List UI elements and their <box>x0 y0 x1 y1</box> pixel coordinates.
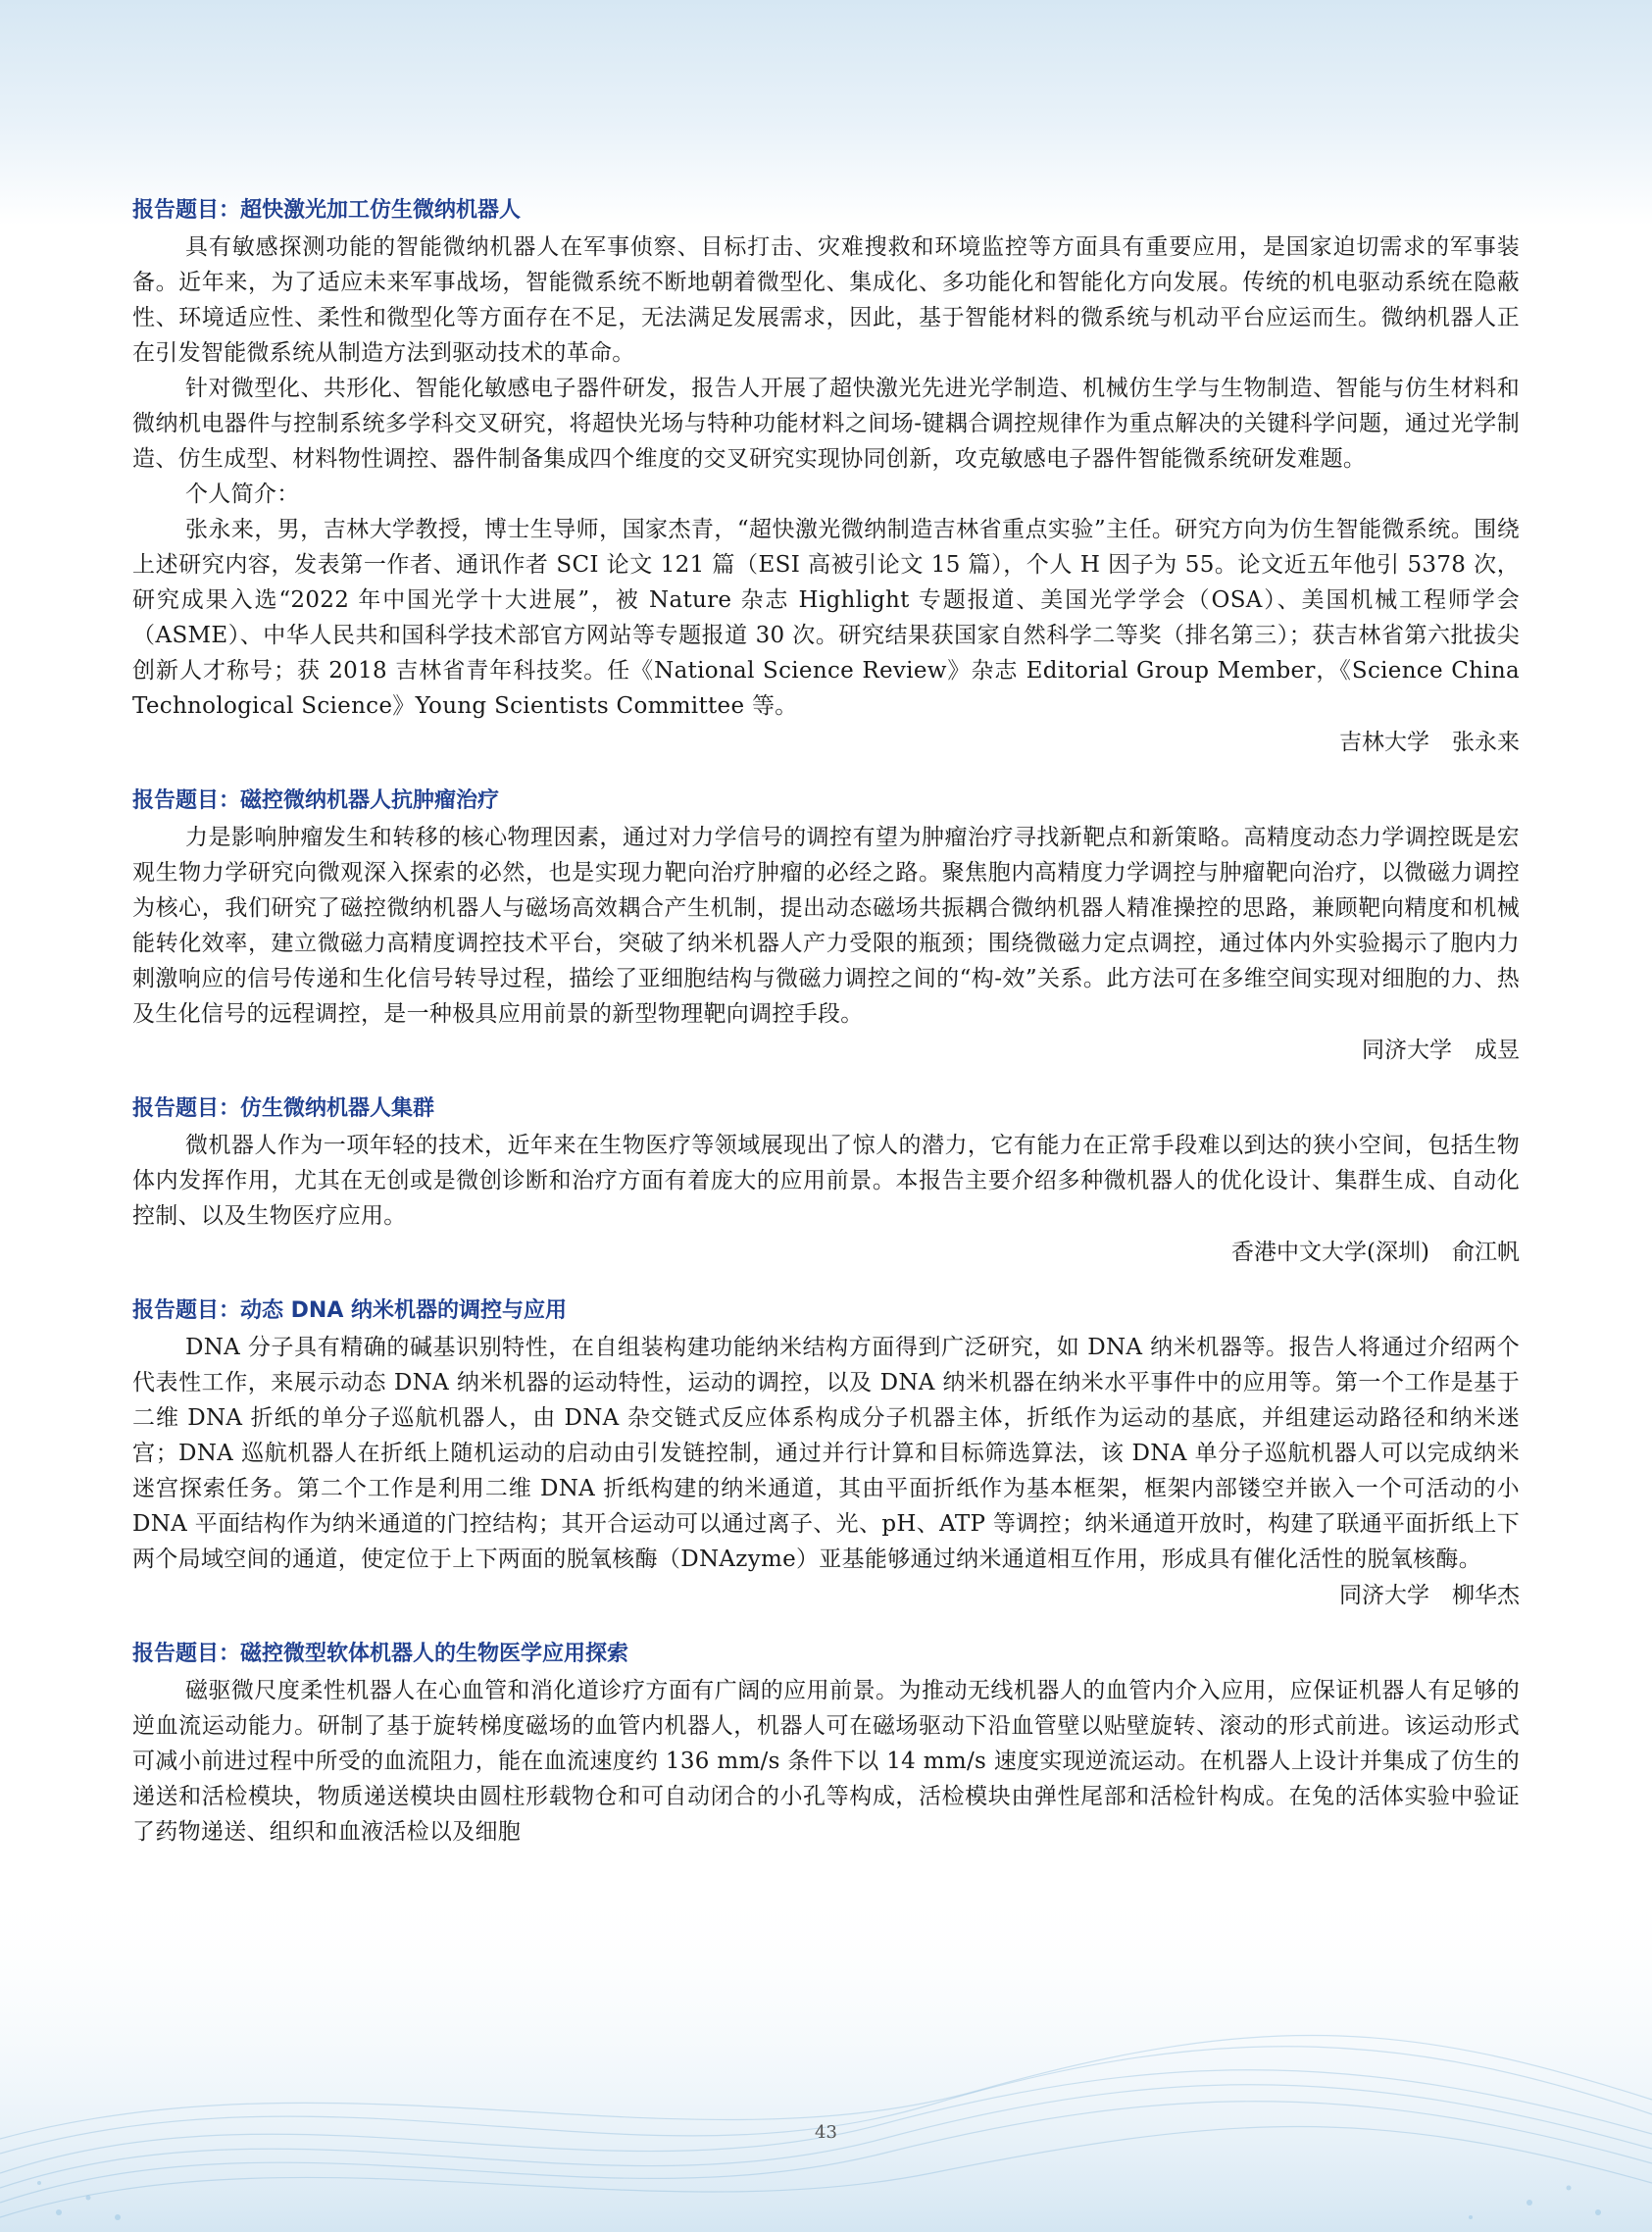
paragraph: 针对微型化、共形化、智能化敏感电子器件研发，报告人开展了超快激光先进光学制造、机械仿生学与生物制造、智能与仿生材料和微纳机电器件与控制系统多学科交叉研究，将超快光场与特种功能材料之间场-键耦合调控规律作为重点解决的关键科学问题，通过光学制造、仿生成型、材料物性调控、器件制备集成四个维度的交叉研究实现协同创新，攻克敏感电子器件智能微系统研发难题。 <box>132 376 1520 472</box>
paragraph: 张永来，男，吉林大学教授，博士生导师，国家杰青，“超快激光微纳制造吉林省重点实验”主任。研究方向为仿生智能微系统。围绕上述研究内容，发表第一作者、通讯作者 SCI 论文 121 篇（ESI 高被引论文 15 篇），个人 H 因子为 55。论文近五年他引 5378 次，研究成果入选“2022 年中国光学十大进展”，被 Nature 杂志 Highlight 专题报道、美国光学学会（OSA）、美国机械工程师学会（ASME）、中华人民共和国科学技术部官方网站等专题报道 30 次。研究结果获国家自然科学二等奖（排名第三）；获吉林省第六批拔尖创新人才称号；获 2018 吉林省青年科技奖。任《National Science Review》杂志 Editorial Group Member，《Science China Technological Science》Young Scientists Committee 等。 <box>132 517 1520 719</box>
bio-label: 个人简介： <box>185 482 300 507</box>
paragraph: 微机器人作为一项年轻的技术，近年来在生物医疗等领域展现出了惊人的潜力，它有能力在正常手段难以到达的狭小空间，包括生物体内发挥作用，尤其在无创或是微创诊断和治疗方面有着庞大的应用前景。本报告主要介绍多种微机器人的优化设计、集群生成、自动化控制、以及生物医疗应用。 <box>132 1133 1520 1229</box>
paragraph: 具有敏感探测功能的智能微纳机器人在军事侦察、目标打击、灾难搜救和环境监控等方面具有重要应用，是国家迫切需求的军事装备。近年来，为了适应未来军事战场，智能微系统不断地朝着微型化、集成化、多功能化和智能化方向发展。传统的机电驱动系统在隐蔽性、环境适应性、柔性和微型化等方面存在不足，无法满足发展需求，因此，基于智能材料的微系统与机动平台应运而生。微纳机器人正在引发智能微系统从制造方法到驱动技术的革命。 <box>132 234 1520 366</box>
report-title: 报告题目：磁控微型软体机器人的生物医学应用探索 <box>132 1642 629 1666</box>
paragraph: 磁驱微尺度柔性机器人在心血管和消化道诊疗方面有广阔的应用前景。为推动无线机器人的血管内介入应用，应保证机器人有足够的逆血流运动能力。研制了基于旋转梯度磁场的血管内机器人，机器人可在磁场驱动下沿血管壁以贴壁旋转、滚动的形式前进。该运动形式可减小前进过程中所受的血流阻力，能在血流速度约 136 mm/s 条件下以 14 mm/s 速度实现逆流运动。在机器人上设计并集成了仿生的递送和活检模块，物质递送模块由圆柱形载物仓和可自动闭合的小孔等构成，活检模块由弹性尾部和活检针构成。在兔的活体实验中验证了药物递送、组织和血液活检以及细胞 <box>132 1678 1520 1845</box>
report-section-1 <box>132 192 1520 761</box>
report-title: 报告题目：超快激光加工仿生微纳机器人 <box>132 198 522 223</box>
speaker-signature: 同济大学 柳华杰 <box>1339 1583 1520 1608</box>
paragraph: DNA 分子具有精确的碱基识别特性，在自组装构建功能纳米结构方面得到广泛研究，如 DNA 纳米机器等。报告人将通过介绍两个代表性工作，来展示动态 DNA 纳米机器的运动特性，运动的调控，以及 DNA 纳米机器在纳米水平事件中的应用等。第一个工作是基于二维 DNA 折纸的单分子巡航机器人，由 DNA 杂交链式反应体系构成分子机器主体，折纸作为运动的基底，并组建运动路径和纳米迷宫；DNA 巡航机器人在折纸上随机运动的启动由引发链控制，通过并行计算和目标筛选算法，该 DNA 单分子巡航机器人可以完成纳米迷宫探索任务。第二个工作是利用二维 DNA 折纸构建的纳米通道，其由平面折纸作为基本框架，框架内部镂空并嵌入一个可活动的小 DNA 平面结构作为纳米通道的门控结构；其开合运动可以通过离子、光、pH、ATP 等调控；纳米通道开放时，构建了联通平面折纸上下两个局域空间的通道，使定位于上下两面的脱氧核酶（DNAzyme）亚基能够通过纳米通道相互作用，形成具有催化活性的脱氧核酶。 <box>132 1335 1520 1572</box>
report-title: 报告题目：动态 DNA 纳米机器的调控与应用 <box>132 1298 568 1323</box>
paragraph: 力是影响肿瘤发生和转移的核心物理因素，通过对力学信号的调控有望为肿瘤治疗寻找新靶点和新策略。高精度动态力学调控既是宏观生物力学研究向微观深入探索的必然，也是实现力靶向治疗肿瘤的必经之路。聚焦胞内高精度力学调控与肿瘤靶向治疗，以微磁力调控为核心，我们研究了磁控微纳机器人与磁场高效耦合产生机制，提出动态磁场共振耦合微纳机器人精准操控的思路，兼顾靶向精度和机械能转化效率，建立微磁力高精度调控技术平台，突破了纳米机器人产力受限的瓶颈；围绕微磁力定点调控，通过体内外实验揭示了胞内力刺激响应的信号传递和生化信号转导过程，描绘了亚细胞结构与微磁力调控之间的“构-效”关系。此方法可在多维空间实现对细胞的力、热及生化信号的远程调控，是一种极具应用前景的新型物理靶向调控手段。 <box>132 825 1520 1027</box>
report-section-4 <box>132 1293 1520 1614</box>
page-number: 43 <box>815 2122 837 2143</box>
page-content <box>132 192 1520 1871</box>
speaker-signature: 同济大学 成昱 <box>1362 1038 1520 1063</box>
report-section-5 <box>132 1636 1520 1850</box>
report-title: 报告题目：磁控微纳机器人抗肿瘤治疗 <box>132 788 500 813</box>
report-section-2 <box>132 783 1520 1069</box>
speaker-signature: 香港中文大学(深圳) 俞江帆 <box>1231 1240 1520 1265</box>
report-title: 报告题目：仿生微纳机器人集群 <box>132 1096 435 1121</box>
bottom-wave-decoration <box>0 1879 1652 2232</box>
report-section-3 <box>132 1091 1520 1271</box>
speaker-signature: 吉林大学 张永来 <box>1339 730 1520 755</box>
